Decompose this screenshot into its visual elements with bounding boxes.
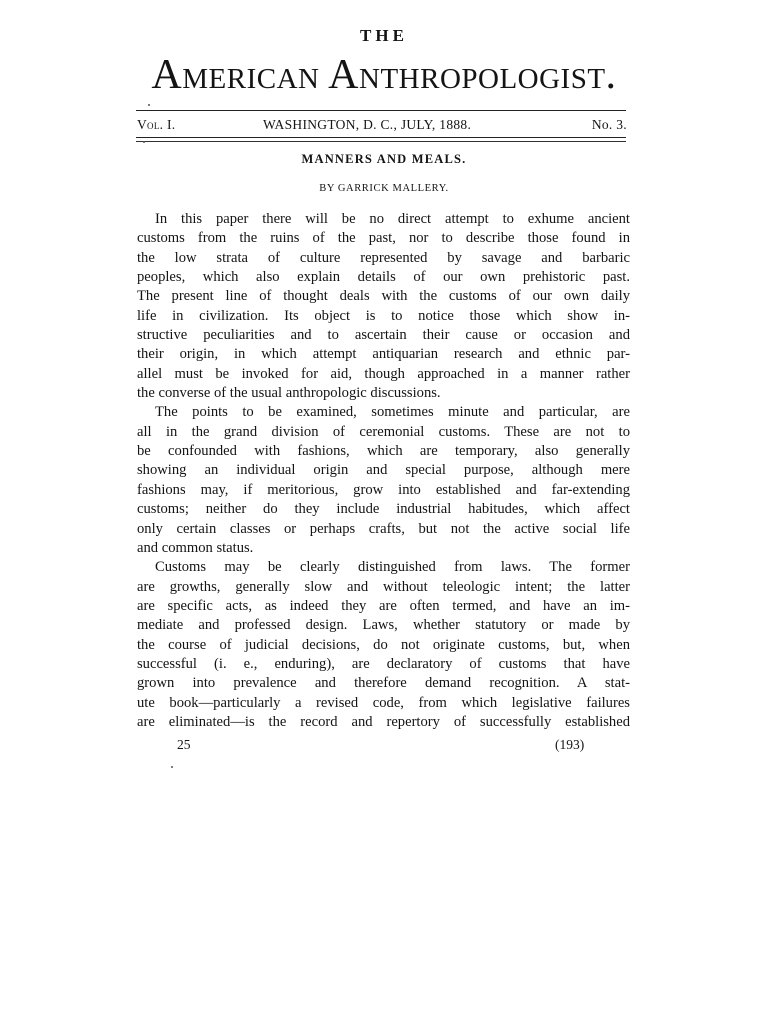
- masthead-article-word: THE: [360, 26, 408, 45]
- body-line: mediate and professed design. Laws, whether statutory or made by: [137, 617, 630, 634]
- print-speck: [143, 141, 145, 143]
- issue-number: No. 3.: [591, 117, 627, 132]
- body-line: all in the grand division of ceremonial customs. These are not to: [137, 423, 630, 440]
- body-line: and common status.: [137, 539, 254, 556]
- body-line: structive peculiarities and to ascertain their cause or occasion and: [137, 327, 630, 344]
- body-line: life in civilization. Its object is to notice those which show in-: [137, 307, 630, 324]
- body-line: allel must be invoked for aid, though approached in a manner rather: [137, 365, 630, 382]
- header-rule-bottom-thin: [136, 141, 626, 142]
- body-line: customs; neither do they include industrial habitudes, which affect: [137, 501, 630, 518]
- body-line: Customs may be clearly distinguished from laws. The former: [155, 559, 630, 576]
- body-line: only certain classes or perhaps crafts, but not the active social life: [137, 520, 630, 537]
- print-speck: [148, 104, 150, 106]
- body-line: The points to be examined, sometimes minute and particular, are: [155, 404, 630, 421]
- body-line: are growths, generally slow and without teleologic intent; the latter: [137, 578, 630, 595]
- body-line: are specific acts, as indeed they are often termed, and have an im-: [137, 597, 630, 614]
- print-speck: [171, 766, 173, 768]
- volume-label: Vol. I.: [137, 117, 176, 132]
- body-line: customs from the ruins of the past, nor to describe those found in: [137, 230, 630, 247]
- body-line: In this paper there will be no direct attempt to exhume ancient: [155, 211, 630, 227]
- article-body: [137, 210, 630, 732]
- signature-mark: 25: [177, 737, 191, 752]
- body-line: the low strata of culture represented by savage and barbaric: [137, 249, 630, 266]
- body-line: showing an individual origin and special purpose, although mere: [137, 462, 630, 479]
- body-line: their origin, in which attempt antiquarian research and ethnic par-: [137, 346, 630, 363]
- page-footer: [0, 737, 768, 757]
- body-line: ute book—particularly a revised code, from which legislative failures: [137, 694, 630, 711]
- body-line: are eliminated—is the record and repertory of successfully established: [137, 713, 630, 730]
- body-line: grown into prevalence and therefore demand recognition. A stat-: [137, 675, 630, 692]
- page-number: (193): [555, 737, 585, 752]
- article-title: MANNERS AND MEALS.: [301, 152, 467, 166]
- body-line: the course of judicial decisions, do not originate customs, but, when: [137, 636, 630, 653]
- body-line: be confounded with fashions, which are temporary, also generally: [137, 443, 630, 460]
- body-line: The present line of thought deals with the customs of our own daily: [137, 288, 630, 305]
- body-line: the converse of the usual anthropologic discussions.: [137, 385, 441, 402]
- article-byline: BY GARRICK MALLERY.: [319, 183, 449, 194]
- header-rule-top: [136, 110, 626, 111]
- body-line: fashions may, if meritorious, grow into established and far-extending: [137, 481, 630, 498]
- header-rule-bottom: [136, 137, 626, 138]
- journal-title: American Anthropologist.: [151, 52, 617, 98]
- body-line: successful (i. e., enduring), are declaratory of customs that have: [137, 655, 630, 672]
- body-line: peoples, which also explain details of our own prehistoric past.: [137, 269, 630, 286]
- dateline: WASHINGTON, D. C., JULY, 1888.: [263, 117, 472, 132]
- issue-line: [137, 117, 627, 135]
